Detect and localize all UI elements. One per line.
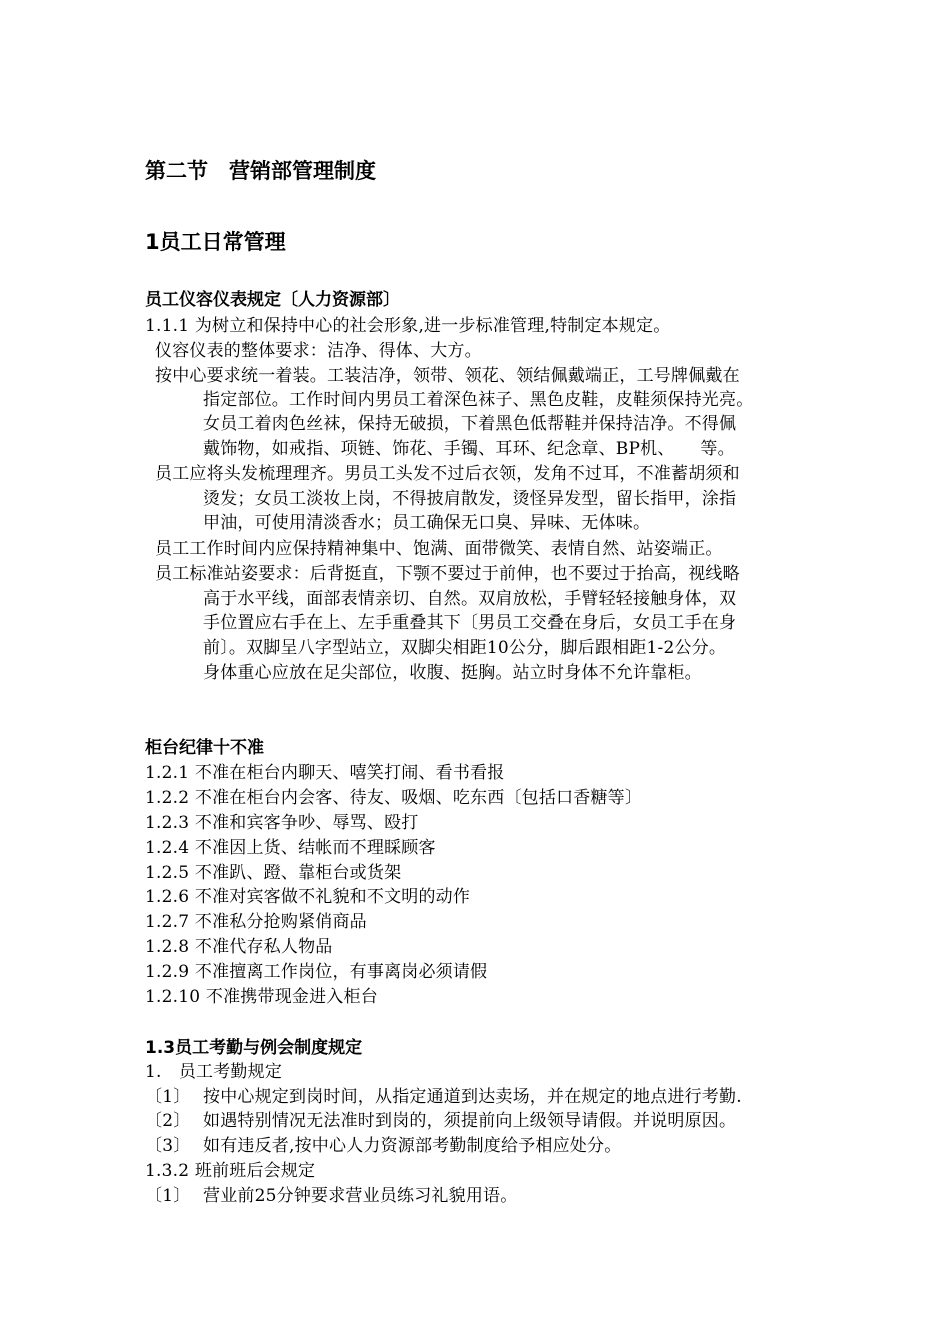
uniform-line: 戴饰物，如戒指、项链、饰花、手镯、耳环、纪念章、BP机、 等。	[203, 439, 735, 459]
spirit-line: 员工工作时间内应保持精神集中、饱满、面带微笑、表情自然、站姿端正。	[155, 539, 723, 559]
counter-rule	[145, 813, 418, 833]
rule-text: 不准和宾客争吵、辱骂、殴打	[194, 813, 419, 833]
attendance-rule	[145, 1087, 742, 1107]
appearance-intro: 1.1.1 为树立和保持中心的社会形象,进一步标准管理,特制定本规定。	[145, 316, 671, 336]
counter-heading: 柜台纪律十不准	[145, 738, 264, 758]
attendance-heading: 1.3员工考勤与例会制度规定	[145, 1038, 363, 1058]
counter-rule	[145, 788, 642, 808]
chapter-title: 1员工日常管理	[145, 230, 286, 254]
rule-number: 1.2.4	[145, 838, 190, 858]
rule-text: 不准擅离工作岗位，有事离岗必须请假	[194, 962, 488, 982]
rule-number: 1.2.7	[145, 912, 190, 932]
rule-number: 1.2.3	[145, 813, 190, 833]
rule-number: 1.2.2	[145, 788, 190, 808]
uniform-line: 指定部位。工作时间内男员工着深色袜子、黑色皮鞋，皮鞋须保持光亮。	[203, 390, 754, 410]
rule-text: 不准因上货、结帐而不理睬顾客	[194, 838, 436, 858]
counter-rule	[145, 937, 332, 957]
rule-number: 〔1〕	[145, 1186, 191, 1206]
rule-number: 1.2.9	[145, 962, 190, 982]
counter-rule	[145, 838, 436, 858]
hair-line: 烫发；女员工淡妆上岗，不得披肩散发，烫怪异发型，留长指甲，涂指	[203, 489, 737, 509]
posture-line: 手位置应右手在上、左手重叠其下〔男员工交叠在身后，女员工手在身	[203, 613, 737, 633]
posture-line: 前〕。双脚呈八字型站立，双脚尖相距10公分，脚后跟相距1-2公分。	[203, 638, 727, 658]
counter-rule	[145, 987, 378, 1007]
rule-text: 不准私分抢购紧俏商品	[194, 912, 367, 932]
counter-rule	[145, 887, 470, 907]
rule-text: 不准携带现金进入柜台	[205, 987, 378, 1007]
appearance-overall: 仪容仪表的整体要求：洁净、得体、大方。	[155, 341, 482, 361]
appearance-heading: 员工仪容仪表规定〔人力资源部〕	[145, 290, 400, 310]
attendance-rule	[145, 1111, 736, 1131]
attendance-subheading: 1. 员工考勤规定	[145, 1062, 283, 1082]
hair-line: 甲油，可使用清淡香水；员工确保无口臭、异味、无体味。	[203, 513, 651, 533]
posture-line: 高于水平线，面部表情亲切、自然。双肩放松，手臂轻轻接触身体，双	[203, 589, 737, 609]
rule-text: 不准代存私人物品	[194, 937, 333, 957]
rule-text: 按中心规定到岗时间，从指定通道到达卖场，并在规定的地点进行考勤.	[203, 1087, 742, 1107]
rule-number: 〔2〕	[145, 1111, 191, 1131]
rule-number: 〔3〕	[145, 1136, 191, 1156]
rule-number: 1.2.10	[145, 987, 201, 1007]
rule-number: 1.2.5	[145, 863, 190, 883]
section-title: 第二节 营销部管理制度	[145, 159, 376, 183]
rule-text: 不准在柜台内会客、待友、吸烟、吃东西〔包括口香糖等〕	[194, 788, 643, 808]
rule-text: 不准趴、蹬、靠柜台或货架	[194, 863, 402, 883]
rule-text: 不准在柜台内聊天、嘻笑打闹、看书看报	[194, 763, 505, 783]
rule-text: 营业前25分钟要求营业员练习礼貌用语。	[203, 1186, 518, 1206]
posture-line: 身体重心应放在足尖部位，收腹、挺胸。站立时身体不允许靠柜。	[203, 663, 702, 683]
uniform-line: 女员工着肉色丝袜，保持无破损，下着黑色低帮鞋并保持洁净。不得佩	[203, 414, 737, 434]
meeting-rule	[145, 1186, 517, 1206]
counter-rule	[145, 912, 367, 932]
counter-rule	[145, 962, 487, 982]
rule-number: 1.2.8	[145, 937, 190, 957]
rule-text: 不准对宾客做不礼貌和不文明的动作	[194, 887, 471, 907]
uniform-line: 按中心要求统一着装。工装洁净，领带、领花、领结佩戴端正，工号牌佩戴在	[155, 366, 740, 386]
rule-text: 如有违反者,按中心人力资源部考勤制度给予相应处分。	[203, 1136, 622, 1156]
counter-rule	[145, 763, 504, 783]
rule-text: 如遇特别情况无法准时到岗的，须提前向上级领导请假。并说明原因。	[203, 1111, 737, 1131]
meeting-subheading: 1.3.2 班前班后会规定	[145, 1161, 316, 1181]
attendance-rule	[145, 1136, 621, 1156]
posture-line: 员工标准站姿要求：后背挺直，下颚不要过于前伸，也不要过于抬高，视线略	[155, 564, 740, 584]
rule-number: 1.2.6	[145, 887, 190, 907]
hair-line: 员工应将头发梳理理齐。男员工头发不过后衣领，发角不过耳，不准蓄胡须和	[155, 464, 740, 484]
rule-number: 1.2.1	[145, 763, 190, 783]
counter-rule	[145, 863, 401, 883]
rule-number: 〔1〕	[145, 1087, 191, 1107]
